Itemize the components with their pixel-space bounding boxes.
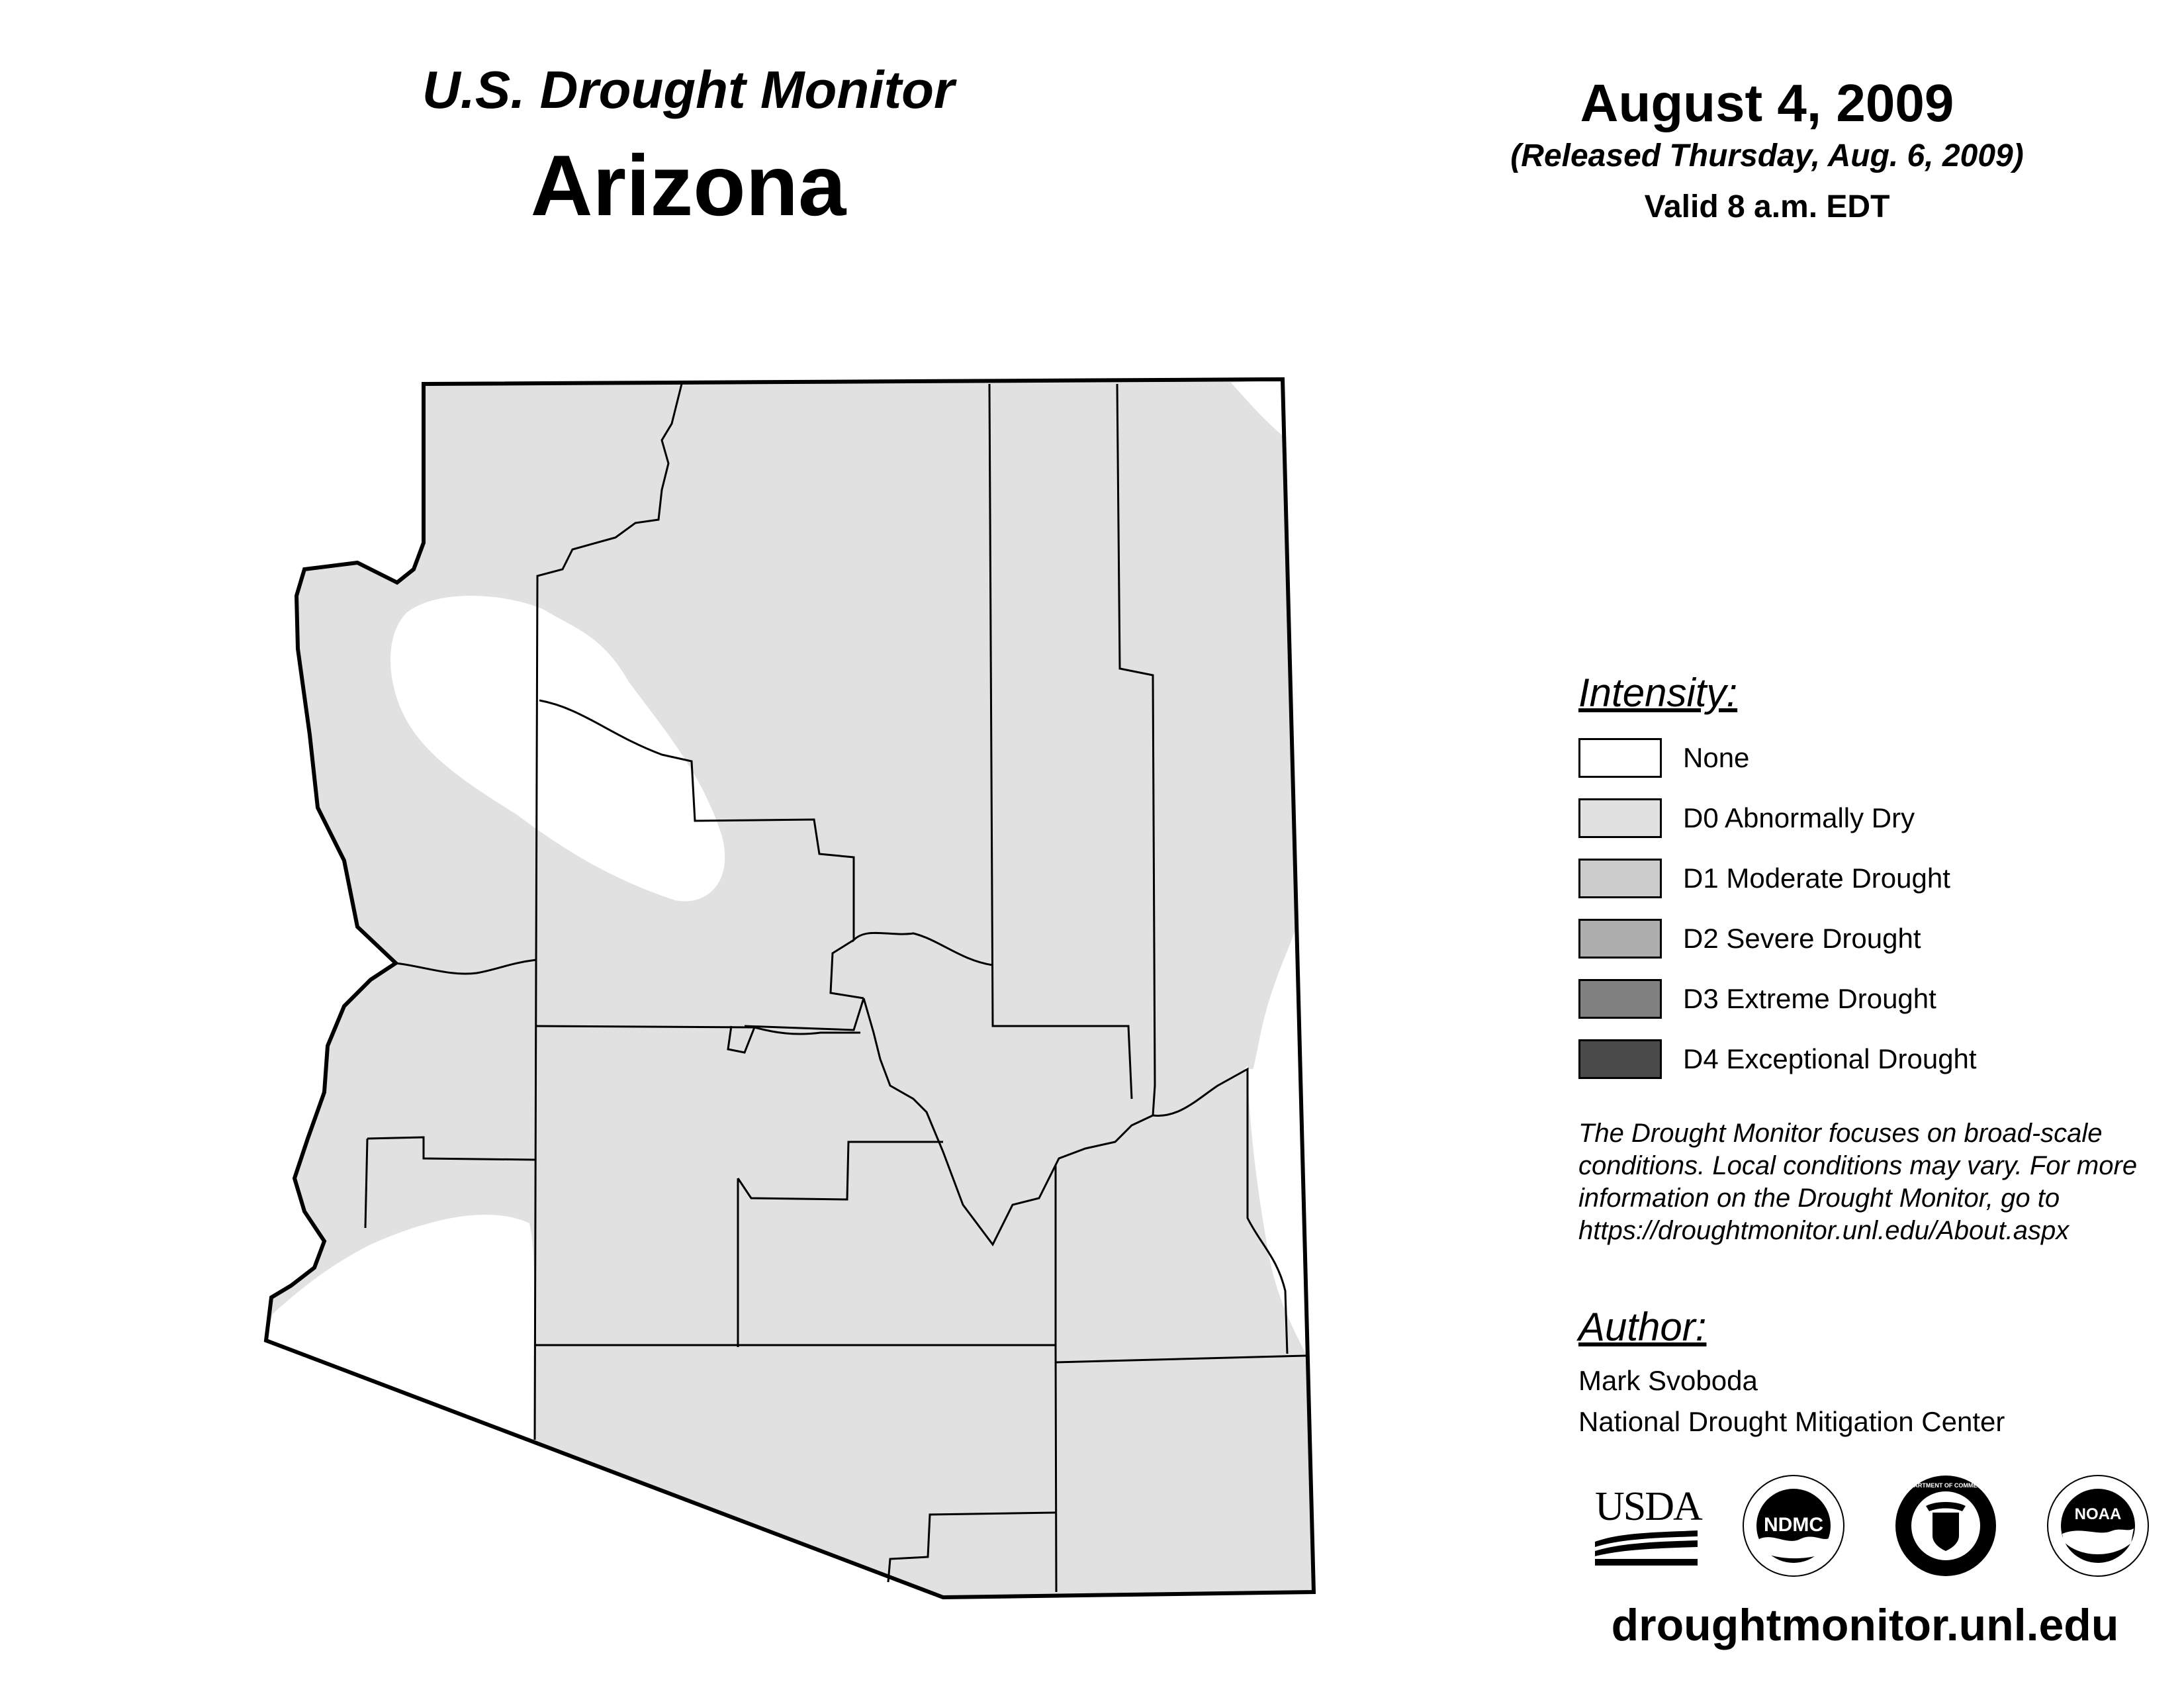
drought-monitor-note: The Drought Monitor focuses on broad-scale conditions. Local conditions may vary. For more information on the Drought Monitor, go to https://droughtmonitor.unl.edu/About.aspx [1578, 1119, 2138, 1245]
commerce-seal [1893, 1473, 1999, 1579]
legend-label: D2 Severe Drought [1683, 923, 1921, 954]
legend-item-d1 [1578, 857, 1977, 900]
legend-item-d3 [1578, 977, 1977, 1021]
legend-swatch [1578, 919, 1662, 959]
map-date: August 4, 2009 [1580, 73, 1954, 132]
legend-swatch [1578, 738, 1662, 778]
legend-swatch [1578, 979, 1662, 1019]
legend-item-d2 [1578, 917, 1977, 961]
legend-swatch [1578, 798, 1662, 838]
valid-time: Valid 8 a.m. EDT [1644, 189, 1890, 224]
legend-swatch [1578, 1039, 1662, 1079]
legend-label: D3 Extreme Drought [1683, 983, 1936, 1014]
legend-label: None [1683, 742, 1750, 773]
legend-label: D0 Abnormally Dry [1683, 802, 1915, 833]
legend [1578, 736, 1977, 1081]
release-date: (Released Thursday, Aug. 6, 2009) [1510, 138, 2024, 173]
author-org: National Drought Mitigation Center [1578, 1406, 2005, 1437]
d0-region [266, 379, 1314, 1597]
commerce-seal-text: DEPARTMENT OF COMMERCE [1901, 1482, 1990, 1489]
ndmc-logo-text: NDMC [1764, 1514, 1823, 1536]
legend-item-d4 [1578, 1037, 1977, 1081]
drought-monitor-url[interactable]: droughtmonitor.unl.edu [1611, 1600, 2119, 1650]
author-heading: Author: [1578, 1305, 1707, 1349]
legend-swatch [1578, 859, 1662, 898]
usda-logo-waves [1595, 1527, 1701, 1567]
author-name: Mark Svoboda [1578, 1365, 1758, 1396]
legend-label: D1 Moderate Drought [1683, 863, 1950, 894]
ndmc-logo [1741, 1473, 1846, 1579]
noaa-logo [2045, 1473, 2151, 1579]
legend-item-none [1578, 736, 1977, 780]
legend-item-d0 [1578, 796, 1977, 840]
legend-heading: Intensity: [1578, 671, 1738, 715]
none-area-southwest [266, 1215, 535, 1440]
state-name: Arizona [530, 137, 846, 234]
map-title: U.S. Drought Monitor [422, 60, 955, 119]
usda-logo-text: USDA [1595, 1484, 1702, 1529]
legend-label: D4 Exceptional Drought [1683, 1043, 1977, 1074]
noaa-logo-text: NOAA [2074, 1505, 2122, 1523]
usda-logo [1595, 1486, 1701, 1566]
